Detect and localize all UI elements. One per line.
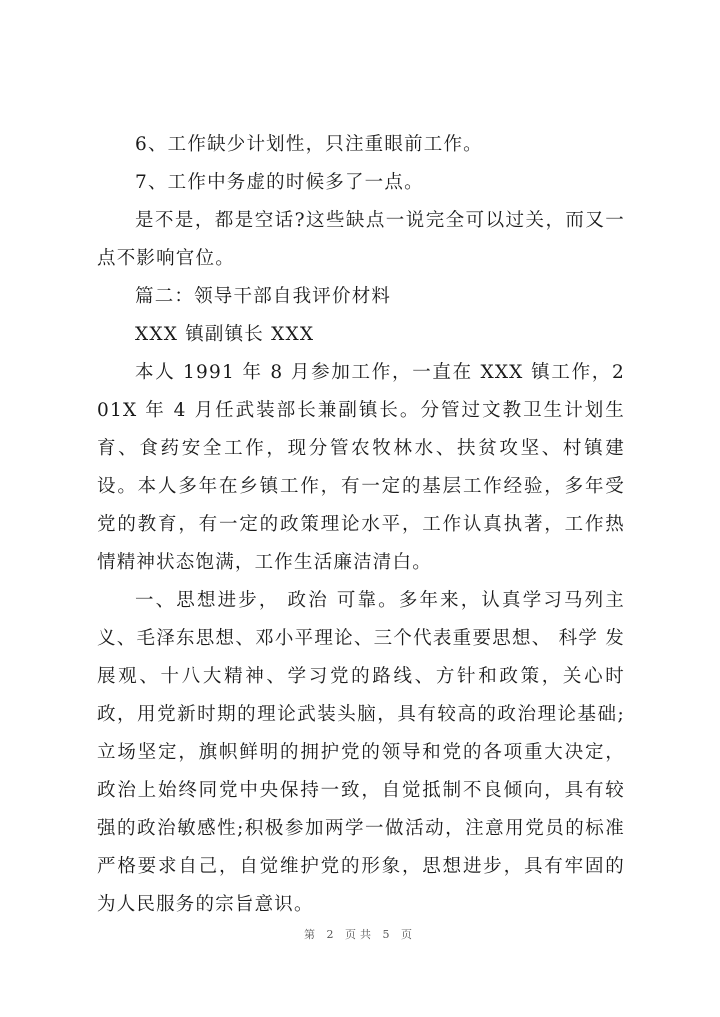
- author-line: XXX 镇副镇长 XXX: [135, 324, 315, 345]
- paragraph-comment: 是不是，都是空话?这些缺点一说完全可以过关，而又一点不影响官位。: [97, 210, 625, 269]
- document-body: [97, 126, 625, 924]
- page-footer: 第 2 页共 5 页: [304, 928, 416, 941]
- paragraph-item-6: 6、工作缺少计划性，只注重眼前工作。: [135, 134, 483, 155]
- section-heading: 篇二：领导干部自我评价材料: [135, 286, 392, 307]
- paragraph-section-one: 一、思想进步， 政治 可靠。多年来，认真学习马列主义、毛泽东思想、邓小平理论、三个代表重要思想、 科学 发展观、十八大精神、学习党的路线、方针和政策，关心时政，用党新时期的理论武装头脑，具有较高的政治理论基础;立场坚定，旗帜鲜明的拥护党的领导和党的各项重大决定，政治上始终同党中央保持一致，自觉抵制不良倾向，具有较强的政治敏感性;积极参加两学一做活动，注意用党员的标准严格要求自己，自觉维护党的形象，思想进步，具有牢固的为人民服务的宗旨意识。: [97, 590, 625, 915]
- paragraph-intro: 本人 1991 年 8 月参加工作，一直在 XXX 镇工作，201X 年 4 月任武装部长兼副镇长。分管过文教卫生计划生育、食药安全工作，现分管农牧林水、扶贫攻坚、村镇建设。本人多年在乡镇工作，有一定的基层工作经验，多年受党的教育，有一定的政策理论水平，工作认真执著，工作热情精神状态饱满，工作生活廉洁清白。: [97, 362, 625, 573]
- paragraph-item-7: 7、工作中务虚的时候多了一点。: [135, 172, 424, 193]
